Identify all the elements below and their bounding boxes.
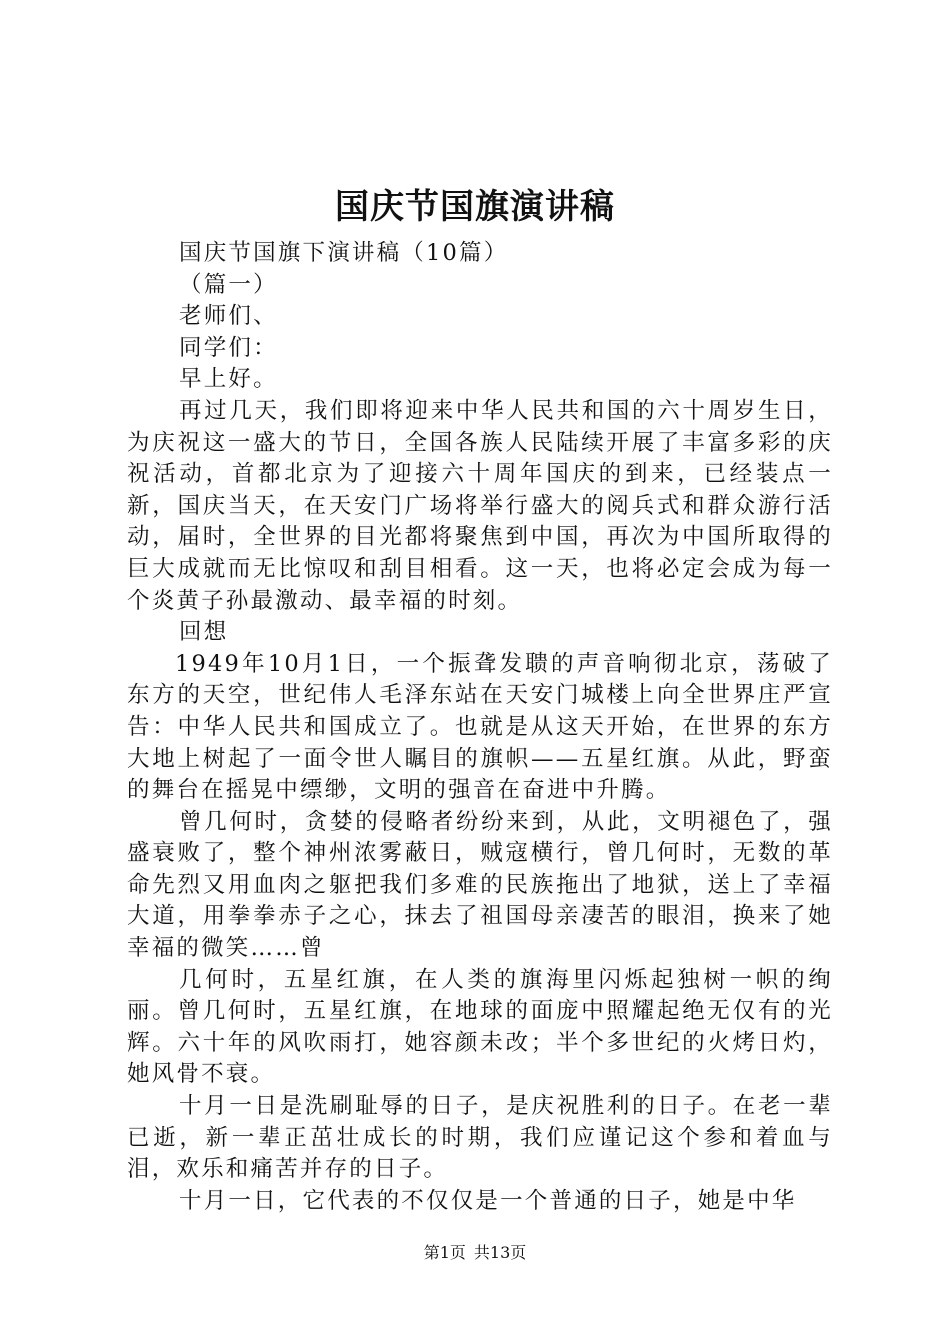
document-body (127, 238, 833, 1217)
greeting-morning: 早上好。 (179, 366, 278, 393)
document-title: 国庆节国旗演讲稿 (335, 187, 615, 227)
body-paragraph: 十月一日，它代表的不仅仅是一个普通的日子，她是中华 (179, 1187, 797, 1214)
subtitle-paragraph: 国庆节国旗下演讲稿（10篇） (179, 240, 509, 266)
body-paragraph: 回想 (179, 619, 229, 646)
section-label: （篇一） (179, 271, 278, 298)
page-total: 共13页 (473, 1243, 527, 1262)
body-paragraph: 十月一日是洗刷耻辱的日子，是庆祝胜利的日子。在老一辈已逝，新一辈正茁壮成长的时期，我们应谨记这个参和着血与泪，欢乐和痛苦并存的日子。 (127, 1093, 833, 1183)
body-paragraph: 再过几天，我们即将迎来中华人民共和国的六十周岁生日，为庆祝这一盛大的节日，全国各族人民陆续开展了丰富多彩的庆祝活动，首都北京为了迎接六十周年国庆的到来，已经装点一新，国庆当天，在天安门广场将举行盛大的阅兵式和群众游行活动，届时，全世界的目光都将聚焦到中国，再次为中国所取得的巨大成就而无比惊叹和刮目相看。这一天，也将必定会成为每一个炎黄子孙最激动、最幸福的时刻。 (127, 397, 833, 614)
greeting-students: 同学们： (179, 334, 278, 361)
page-number: 第1页 (423, 1243, 466, 1262)
body-paragraph: 曾几何时，贪婪的侵略者纷纷来到，从此，文明褪色了，强盛衰败了，整个神州浓雾蔽日，贼寇横行，曾几何时，无数的革命先烈又用血肉之躯把我们多难的民族拖出了地狱，送上了幸福大道，用拳拳赤子之心，抹去了祖国母亲凄苦的眼泪，换来了她幸福的微笑……曾 (127, 808, 833, 962)
page-footer (0, 1242, 950, 1264)
body-paragraph: 1949年10月1日，一个振聋发聩的声音响彻北京，荡破了东方的天空，世纪伟人毛泽东站在天安门城楼上向全世界庄严宣告：中华人民共和国成立了。也就是从这天开始，在世界的东方大地上树起了一面令世人瞩目的旗帜——五星红旗。从此，野蛮的舞台在摇晃中缥缈，文明的强音在奋进中升腾。 (127, 650, 833, 804)
greeting-teachers: 老师们、 (179, 303, 278, 330)
body-paragraph: 几何时，五星红旗，在人类的旗海里闪烁起独树一帜的绚丽。曾几何时，五星红旗，在地球的面庞中照耀起绝无仅有的光辉。六十年的风吹雨打，她容颜未改；半个多世纪的火烤日灼，她风骨不衰。 (127, 966, 833, 1088)
